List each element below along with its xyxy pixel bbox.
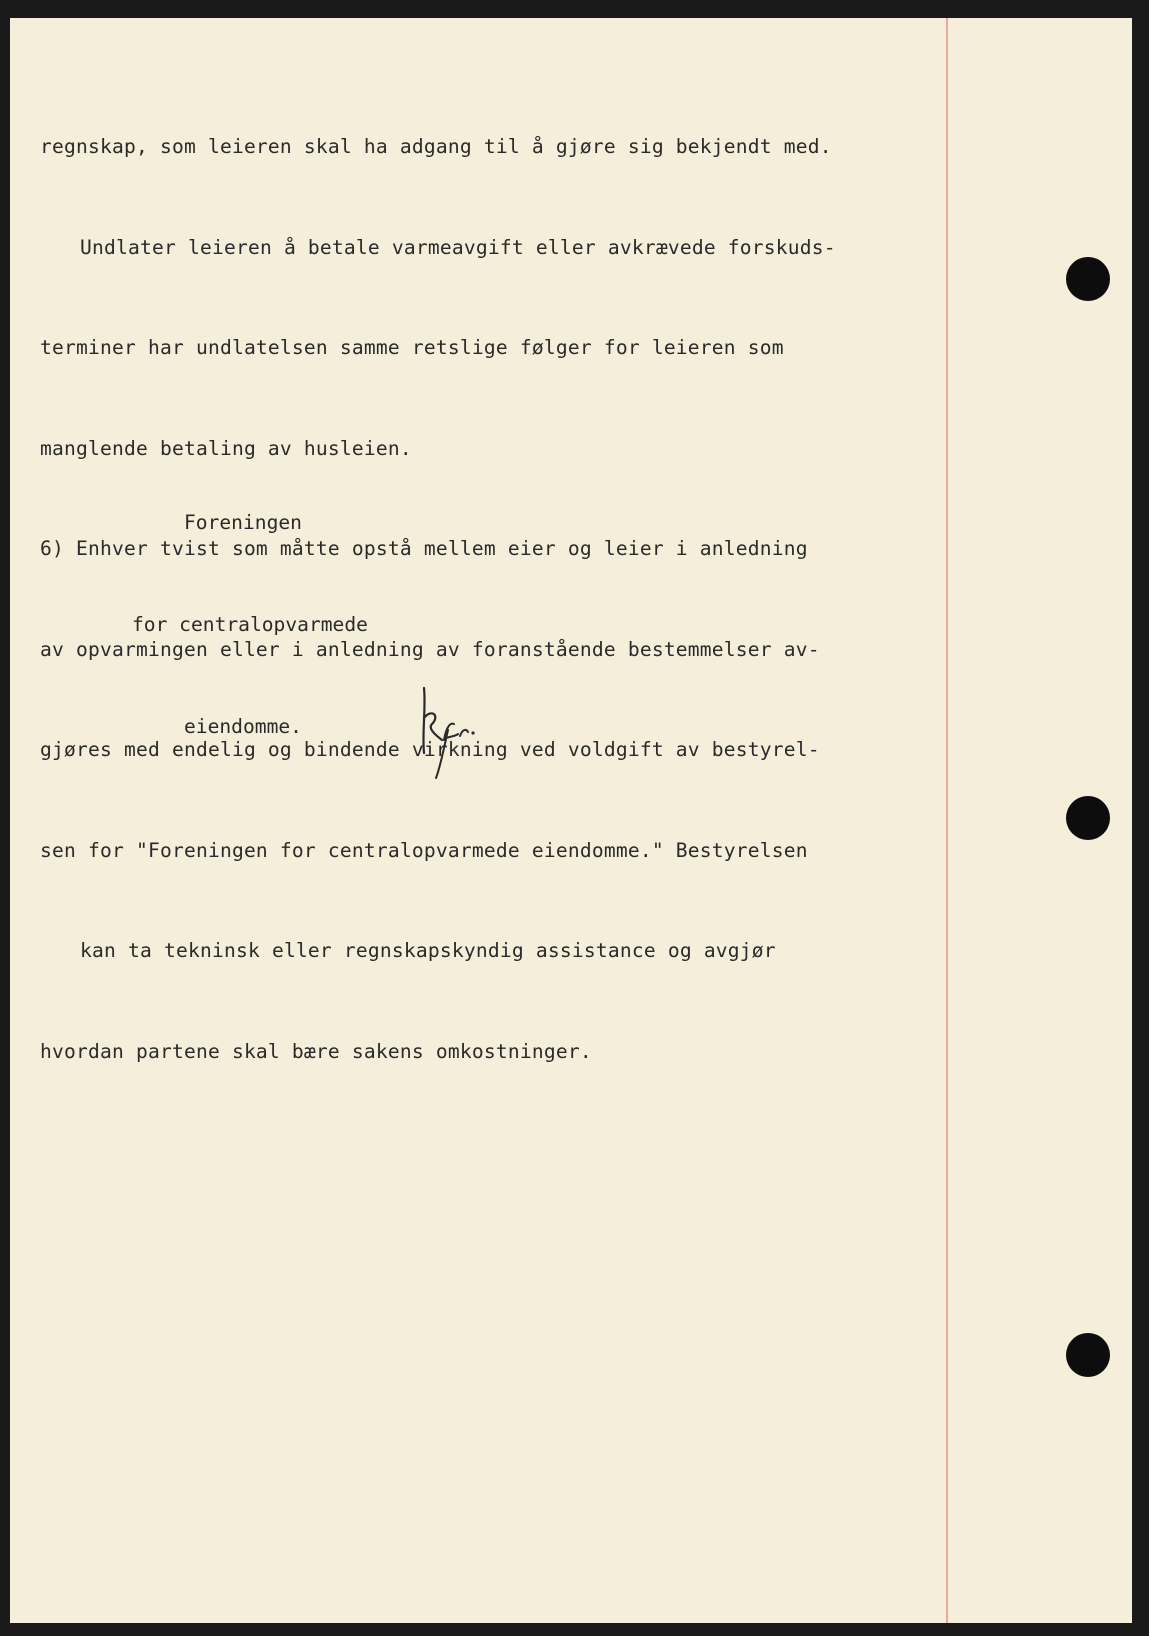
- signature-line: for centralopvarmede: [132, 613, 368, 636]
- handwritten-initials: [410, 678, 480, 788]
- margin-rule: [946, 18, 948, 1623]
- punch-hole-top: [1066, 257, 1110, 301]
- text-line: manglende betaling av husleien.: [40, 436, 412, 460]
- punch-hole-middle: [1066, 796, 1110, 840]
- text-line: kan ta tekninsk eller regnskapskyndig assistance og avgjør: [80, 939, 776, 962]
- signature-line: eiendomme.: [184, 715, 302, 738]
- text-line: gjøres med endelig og bindende virkning ved voldgift av bestyrel-: [40, 738, 820, 761]
- signature-line: Foreningen: [184, 511, 302, 534]
- text-line: Undlater leieren å betale varmeavgift eller avkrævede forskuds-: [80, 235, 836, 259]
- text-line: sen for "Foreningen for centralopvarmede eiendomme." Bestyrelsen: [40, 838, 808, 862]
- text-line: regnskap, som leieren skal ha adgang til å gjøre sig bekjendt med.: [40, 135, 832, 158]
- punch-hole-bottom: [1066, 1333, 1110, 1377]
- text-line: av opvarmingen eller i anledning av foranstående bestemmelser av-: [40, 637, 820, 661]
- signature-block: [110, 438, 368, 812]
- text-line: 6) Enhver tvist som måtte opstå mellem eier og leier i anledning: [40, 537, 808, 560]
- document-page: [10, 18, 1132, 1623]
- text-line: terminer har undlatelsen samme retslige følger for leieren som: [40, 336, 784, 359]
- text-line: hvordan partene skal bære sakens omkostninger.: [40, 1039, 592, 1063]
